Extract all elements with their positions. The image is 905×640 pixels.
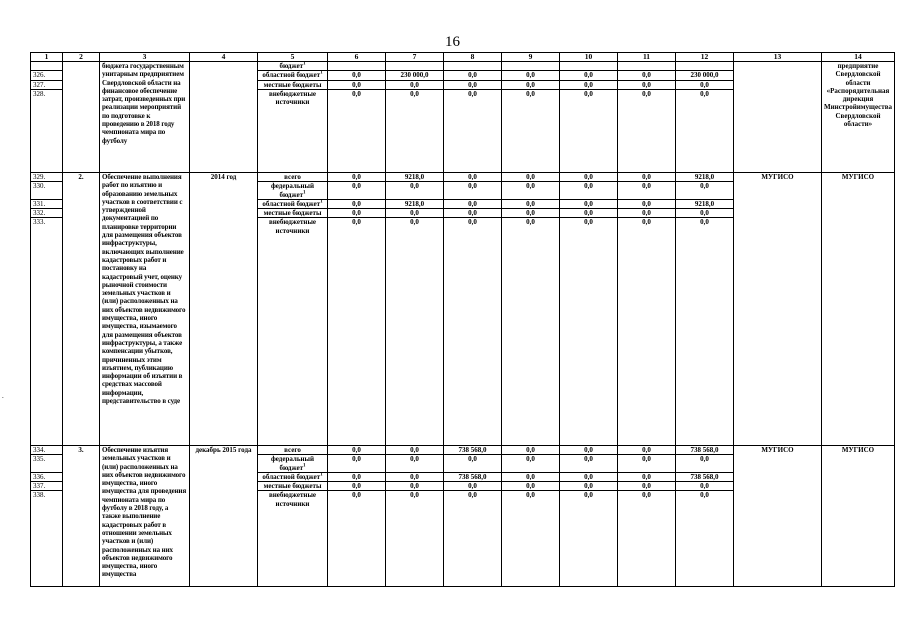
activity-description: Обеспечение выполнения работ по изъятию и образованию земельных участков в соответствии с утвержденной документацией по планировке территории для размещения объектов инфраструктуры, включающих выполнение кадастровых работ и постановку на кадастровый учет, оценку рыночной стоимости земельных участков и (или) расположенных на них объектов недвижимого имущества, иного имущества, изымаемого для размещения объектов инфраструктуры, а также компенсации убытков, причиненных этим изъятием, публикацию информации об изъятии в средствах массовой информации, представительство в суде xyxy=(100,173,190,446)
value-cell: 0,0 xyxy=(560,199,618,208)
value-cell: 0,0 xyxy=(328,71,386,80)
col-header: 3 xyxy=(100,53,190,62)
value-cell: 0,0 xyxy=(560,482,618,491)
funding-source: внебюджетные источники xyxy=(258,89,328,172)
value-cell: 230 000,0 xyxy=(676,71,734,80)
value-cell: 0,0 xyxy=(502,89,560,172)
line-number: 331. xyxy=(31,199,63,208)
value-cell: 0,0 xyxy=(444,89,502,172)
value-cell: 0,0 xyxy=(386,209,444,218)
funding-source: местные бюджеты xyxy=(258,209,328,218)
value-cell: 0,0 xyxy=(618,173,676,182)
line-number: 327. xyxy=(31,80,63,89)
value-cell: 0,0 xyxy=(328,89,386,172)
line-number xyxy=(31,62,63,71)
value-cell: 0,0 xyxy=(444,209,502,218)
funding-source: областной бюджет$^1$ xyxy=(258,472,328,481)
value-cell: 0,0 xyxy=(560,446,618,455)
value-cell: 0,0 xyxy=(444,71,502,80)
col-header: 8 xyxy=(444,53,502,62)
line-number: 337. xyxy=(31,482,63,491)
line-number: 332. xyxy=(31,209,63,218)
scan-edge-mark: . xyxy=(2,392,4,400)
line-number: 334. xyxy=(31,446,63,455)
value-cell: 0,0 xyxy=(502,182,560,200)
value-cell: 9218,0 xyxy=(676,173,734,182)
value-cell: 738 568,0 xyxy=(444,472,502,481)
value-cell: 0,0 xyxy=(444,455,502,473)
item-number: 3. xyxy=(63,446,100,587)
value-cell: 0,0 xyxy=(386,455,444,473)
value-cell: 0,0 xyxy=(560,80,618,89)
value-cell: 0,0 xyxy=(328,80,386,89)
value-cell: 0,0 xyxy=(676,455,734,473)
value-cell: 9218,0 xyxy=(386,199,444,208)
line-number: 335. xyxy=(31,455,63,473)
value-cell: 0,0 xyxy=(386,80,444,89)
value-cell: 0,0 xyxy=(618,71,676,80)
col-header: 14 xyxy=(822,53,895,62)
value-cell: 0,0 xyxy=(502,446,560,455)
table-row xyxy=(31,446,895,455)
value-cell: 0,0 xyxy=(618,472,676,481)
value-cell: 0,0 xyxy=(618,209,676,218)
value-cell: 0,0 xyxy=(444,482,502,491)
funding-source: всего xyxy=(258,173,328,182)
funding-source: внебюджетные источники xyxy=(258,491,328,587)
value-cell: 0,0 xyxy=(444,218,502,446)
line-number: 338. xyxy=(31,491,63,587)
value-cell: 0,0 xyxy=(328,472,386,481)
col-header: 9 xyxy=(502,53,560,62)
value-cell: 0,0 xyxy=(618,89,676,172)
line-number: 329. xyxy=(31,173,63,182)
value-cell: 0,0 xyxy=(560,71,618,80)
deadline: 2014 год xyxy=(190,173,258,446)
col-header: 1 xyxy=(31,53,63,62)
col-header: 2 xyxy=(63,53,100,62)
value-cell: 0,0 xyxy=(618,446,676,455)
value-cell: 0,0 xyxy=(502,209,560,218)
value-cell: 0,0 xyxy=(386,89,444,172)
funding-source: федеральный бюджет$^1$ xyxy=(258,182,328,200)
deadline xyxy=(190,62,258,173)
value-cell: 0,0 xyxy=(502,482,560,491)
value-cell: 0,0 xyxy=(386,218,444,446)
value-cell: 0,0 xyxy=(328,491,386,587)
budget-table xyxy=(30,52,895,587)
executor: МУГИСО xyxy=(822,446,895,587)
line-number: 333. xyxy=(31,218,63,446)
funding-source: местные бюджеты xyxy=(258,482,328,491)
value-cell: 0,0 xyxy=(560,455,618,473)
line-number: 326. xyxy=(31,71,63,80)
funding-source: внебюджетные источники xyxy=(258,218,328,446)
responsible: МУГИСО xyxy=(734,446,822,587)
executor: МУГИСО xyxy=(822,173,895,446)
col-header: 7 xyxy=(386,53,444,62)
value-cell: 0,0 xyxy=(502,71,560,80)
funding-source: областной бюджет$^1$ xyxy=(258,71,328,80)
value-cell: 0,0 xyxy=(560,173,618,182)
value-cell: 0,0 xyxy=(444,80,502,89)
deadline: декабрь 2015 года xyxy=(190,446,258,587)
item-number: 2. xyxy=(63,173,100,446)
page-number: 16 xyxy=(445,34,460,50)
funding-source: местные бюджеты xyxy=(258,80,328,89)
value-cell: 0,0 xyxy=(444,173,502,182)
value-cell: 0,0 xyxy=(328,182,386,200)
funding-source: областной бюджет$^1$ xyxy=(258,199,328,208)
value-cell: 0,0 xyxy=(560,472,618,481)
value-cell: 0,0 xyxy=(676,482,734,491)
value-cell: 0,0 xyxy=(444,182,502,200)
value-cell: 0,0 xyxy=(618,491,676,587)
col-header: 12 xyxy=(676,53,734,62)
responsible xyxy=(734,62,822,173)
value-cell: 0,0 xyxy=(502,455,560,473)
col-header: 5 xyxy=(258,53,328,62)
value-cell: 0,0 xyxy=(386,491,444,587)
value-cell: 0,0 xyxy=(676,218,734,446)
value-cell: 0,0 xyxy=(560,209,618,218)
value-cell: 0,0 xyxy=(560,89,618,172)
value-cell: 230 000,0 xyxy=(386,71,444,80)
value-cell: 0,0 xyxy=(328,199,386,208)
value-cell: 0,0 xyxy=(444,199,502,208)
line-number: 328. xyxy=(31,89,63,172)
funding-source: всего xyxy=(258,446,328,455)
responsible: МУГИСО xyxy=(734,173,822,446)
value-cell: 9218,0 xyxy=(676,199,734,208)
value-cell: 738 568,0 xyxy=(676,446,734,455)
activity-description: бюджета государственным унитарным предприятием Свердловской области на финансовое обеспечение затрат, произведенных при реализации мероприятий по подготовке к проведению в 2018 году чемпионата мира по футболу xyxy=(100,62,190,173)
col-header: 10 xyxy=(560,53,618,62)
value-cell: 0,0 xyxy=(502,199,560,208)
value-cell: 0,0 xyxy=(560,218,618,446)
value-cell: 0,0 xyxy=(618,182,676,200)
value-cell: 0,0 xyxy=(444,491,502,587)
value-cell: 0,0 xyxy=(328,218,386,446)
value-cell: 0,0 xyxy=(560,182,618,200)
executor: предприятие Свердловской области «Распорядительная дирекция Минстройимущества Свердловской области» xyxy=(822,62,895,173)
value-cell: 0,0 xyxy=(676,491,734,587)
value-cell: 0,0 xyxy=(560,491,618,587)
value-cell: 0,0 xyxy=(618,218,676,446)
value-cell: 0,0 xyxy=(676,89,734,172)
value-cell: 0,0 xyxy=(502,218,560,446)
value-cell: 0,0 xyxy=(502,173,560,182)
value-cell: 0,0 xyxy=(618,482,676,491)
value-cell: 0,0 xyxy=(328,209,386,218)
value-cell: 0,0 xyxy=(676,209,734,218)
value-cell: 0,0 xyxy=(386,182,444,200)
funding-source: бюджет$^1$ xyxy=(258,62,328,71)
col-header: 11 xyxy=(618,53,676,62)
value-cell: 0,0 xyxy=(328,446,386,455)
value-cell: 0,0 xyxy=(618,80,676,89)
value-cell: 0,0 xyxy=(328,173,386,182)
value-cell: 0,0 xyxy=(502,472,560,481)
activity-description: Обеспечение изъятия земельных участков и (или) расположенных на них объектов недвижимого имущества, иного имущества для проведения чемпионата мира по футболу в 2018 году, а также выполнение кадастровых работ в отношении земельных участков и (или) расположенных на них объектов недвижимого имущества, иного имущества xyxy=(100,446,190,587)
funding-source: федеральный бюджет$^1$ xyxy=(258,455,328,473)
column-number-row xyxy=(31,53,895,62)
value-cell: 0,0 xyxy=(676,182,734,200)
col-header: 4 xyxy=(190,53,258,62)
table-row xyxy=(31,173,895,182)
value-cell: 738 568,0 xyxy=(444,446,502,455)
table-row xyxy=(31,62,895,71)
col-header: 6 xyxy=(328,53,386,62)
value-cell: 0,0 xyxy=(328,455,386,473)
value-cell: 0,0 xyxy=(618,455,676,473)
line-number: 330. xyxy=(31,182,63,200)
value-cell: 0,0 xyxy=(502,80,560,89)
item-number xyxy=(63,62,100,173)
value-cell: 0,0 xyxy=(502,491,560,587)
value-cell: 0,0 xyxy=(386,482,444,491)
value-cell: 0,0 xyxy=(676,80,734,89)
value-cell: 738 568,0 xyxy=(676,472,734,481)
value-cell: 0,0 xyxy=(386,472,444,481)
value-cell: 0,0 xyxy=(386,446,444,455)
value-cell: 0,0 xyxy=(618,199,676,208)
line-number: 336. xyxy=(31,472,63,481)
value-cell: 0,0 xyxy=(328,482,386,491)
value-cell: 9218,0 xyxy=(386,173,444,182)
col-header: 13 xyxy=(734,53,822,62)
